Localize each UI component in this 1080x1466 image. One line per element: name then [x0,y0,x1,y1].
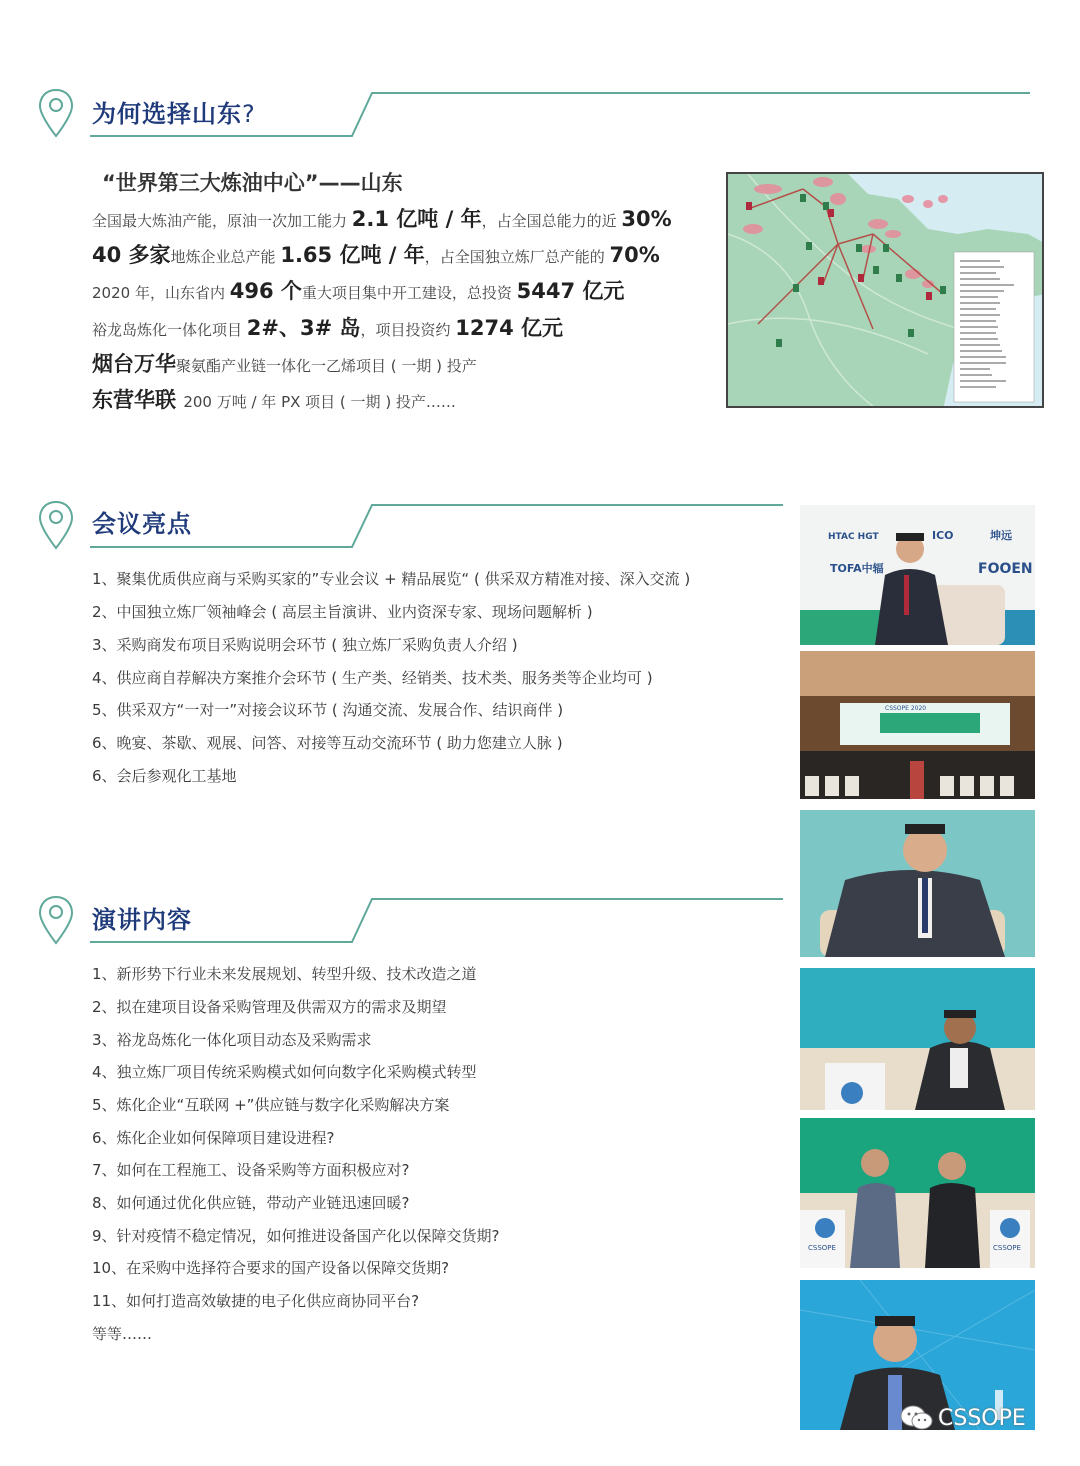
list-item: 4、供应商自荐解决方案推介会环节 ( 生产类、经销类、技术类、服务类等企业均可 ) [92,669,653,687]
fact-text: 200 万吨 / 年 PX 项目 ( 一期 ) 投产…… [183,393,456,411]
list-item: 1、新形势下行业未来发展规划、转型升级、技术改造之道 [92,965,477,983]
fact-text: 裕龙岛炼化一体化项目 [92,321,247,339]
svg-text:CSSOPE: CSSOPE [993,1244,1021,1252]
section-title: 演讲内容 [92,906,192,934]
photo-speaker-2 [800,810,1035,957]
photo-speaker-3 [800,968,1035,1110]
photo-speaker-logos [800,505,1035,645]
list-item: 5、供采双方“一对一”对接会议环节 ( 沟通交流、发展合作、结识商伴 ) [92,701,564,719]
list-item: 11、如何打造高效敏捷的电子化供应商协同平台? [92,1292,420,1310]
list-item: 2、拟在建项目设备采购管理及供需双方的需求及期望 [92,998,447,1016]
fact-text: ，占全国独立炼厂总产能的 [424,248,610,266]
list-item: 等等…… [92,1325,153,1343]
highlight-figure: 1.65 亿吨 / 年 [280,243,425,267]
svg-text:ICO: ICO [932,529,954,542]
highlight-figure: 2.1 亿吨 / 年 [351,207,482,231]
highlight-figure: 30% [621,207,672,231]
watermark-text: CSSOPE [938,1405,1026,1431]
photo-panel-two-speakers [800,1118,1035,1268]
photo-graphic [800,651,1035,799]
fact-line-6 [92,384,456,414]
photo-graphic [800,968,1035,1110]
highlight-figure: 烟台万华 [92,352,176,376]
svg-text:FOOEN: FOOEN [978,561,1033,577]
list-item: 10、在采购中选择符合要求的国产设备以保障交货期? [92,1259,450,1277]
section-title-text: 为何选择山东 [92,100,242,128]
highlight-figure: 70% [609,243,660,267]
list-item: 3、裕龙岛炼化一体化项目动态及采购需求 [92,1031,372,1049]
section-title-suffix: ? [242,100,256,128]
highlight-figure: 2#、3# 岛 [246,316,361,340]
shandong-refinery-map [726,172,1044,408]
photo-graphic [800,1118,1035,1268]
list-item: 7、如何在工程施工、设备采购等方面积极应对? [92,1161,410,1179]
fact-line-3 [92,275,624,305]
fact-line-1 [92,203,672,233]
location-pin-icon [38,895,74,945]
list-item: 8、如何通过优化供应链，带动产业链迅速回暖? [92,1194,410,1212]
photo-conference-hall [800,651,1035,799]
fact-text: ，项目投资约 [360,321,456,339]
fact-text: 2020 年，山东省内 [92,284,230,302]
fact-text: ，占全国总能力的近 [481,212,622,230]
svg-text:TOFA中辐: TOFA中辐 [830,562,884,575]
map-graphic [728,174,1044,408]
location-pin-icon [38,88,74,138]
svg-text:CSSOPE: CSSOPE [808,1244,836,1252]
fact-line-2 [92,239,660,269]
fact-line-5 [92,348,477,378]
list-item: 9、针对疫情不稳定情况，如何推进设备国产化以保障交货期? [92,1227,500,1245]
highlight-figure: 40 多家 [92,243,171,267]
list-item: 6、晚宴、茶歇、观展、问答、对接等互动交流环节 ( 助力您建立人脉 ) [92,734,563,752]
photo-graphic [800,810,1035,957]
highlight-figure: 1274 亿元 [455,316,564,340]
list-item: 5、炼化企业“互联网 +”供应链与数字化采购解决方案 [92,1096,450,1114]
section-title [92,94,256,129]
svg-text:HTAC HGT: HTAC HGT [828,532,879,542]
highlight-figure: 496 个 [229,279,302,303]
photo-graphic [800,505,1035,645]
highlight-figure: 5447 亿元 [516,279,625,303]
highlight-figure: 东营华联 [92,388,184,412]
fact-text: 聚氨酯产业链一体化一乙烯项目 ( 一期 ) 投产 [176,357,477,375]
fact-line-4 [92,312,563,342]
section-title: 会议亮点 [92,510,192,538]
fact-text: 地炼企业总产能 [170,248,281,266]
list-item: 6、炼化企业如何保障项目建设进程? [92,1129,335,1147]
fact-text: 重大项目集中开工建设，总投资 [301,284,517,302]
location-pin-icon [38,500,74,550]
list-item: 1、聚集优质供应商与采购买家的”专业会议 + 精品展览“ ( 供采双方精准对接、深入交流 ) [92,570,691,588]
list-item: 4、独立炼厂项目传统采购模式如何向数字化采购模式转型 [92,1063,477,1081]
headline: “世界第三大炼油中心”——山东 [102,171,403,195]
svg-text:CSSOPE 2020: CSSOPE 2020 [885,705,927,712]
wechat-icon [900,1404,934,1432]
wechat-watermark [900,1404,1026,1432]
list-item: 3、采购商发布项目采购说明会环节 ( 独立炼厂采购负责人介绍 ) [92,636,518,654]
fact-text: 全国最大炼油产能，原油一次加工能力 [92,212,352,230]
list-item: 2、中国独立炼厂领袖峰会 ( 高层主旨演讲、业内资深专家、现场问题解析 ) [92,603,593,621]
section-header-why-shandong [0,80,1080,150]
list-item: 6、会后参观化工基地 [92,767,237,785]
svg-text:坤远: 坤远 [990,529,1012,542]
